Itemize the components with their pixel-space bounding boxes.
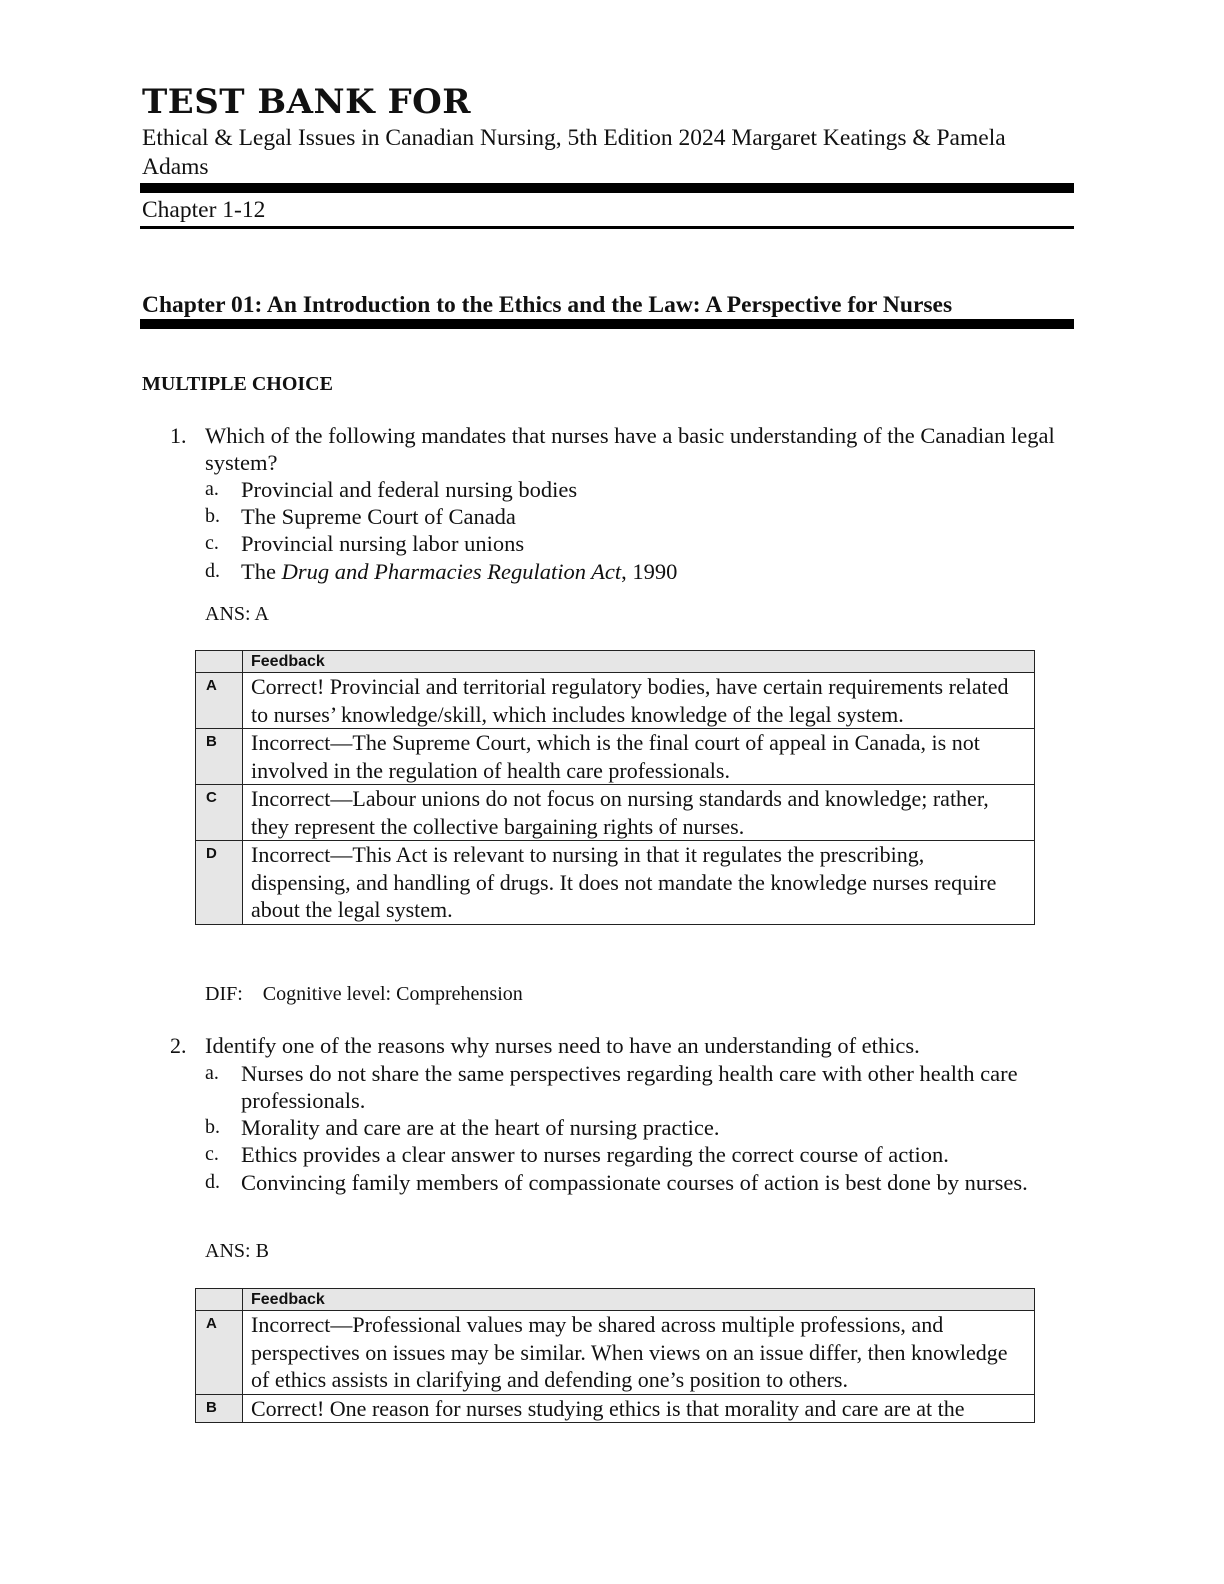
feedback-row (196, 729, 1035, 785)
feedback-row (196, 841, 1035, 925)
feedback-header-row (196, 651, 1035, 673)
option-letter: b. (205, 1116, 220, 1138)
feedback-header-row (196, 1289, 1035, 1311)
feedback-table (195, 1288, 1035, 1423)
difficulty-label: DIF: (205, 983, 243, 1005)
option-text: Convincing family members of compassionate courses of action is best done by nurses. (241, 1170, 1028, 1195)
feedback-key: D (196, 841, 243, 925)
feedback-header-corner (196, 1289, 243, 1311)
option-letter: c. (205, 1143, 219, 1165)
option-text: Nurses do not share the same perspectives regarding health care with other health care professionals. (241, 1061, 1018, 1113)
chapter-title: Chapter 01: An Introduction to the Ethics and the Law: A Perspective for Nurses (142, 292, 953, 318)
feedback-header: Feedback (243, 1289, 1035, 1311)
question-number: 2. (170, 1033, 187, 1058)
answer-key: ANS: B (205, 1240, 269, 1262)
option-text: Morality and care are at the heart of nursing practice. (241, 1115, 720, 1140)
option-text-start: The (241, 559, 282, 584)
option-text-end: , 1990 (621, 559, 678, 584)
header-divider-thick (140, 183, 1074, 193)
feedback-row (196, 1311, 1035, 1395)
answer-key: ANS: A (205, 603, 269, 625)
option-letter: d. (205, 1171, 220, 1193)
feedback-text: Incorrect—This Act is relevant to nursing in that it regulates the prescribing, dispensing, and handling of drugs. It does not mandate the knowledge nurses require about the legal system. (243, 841, 1035, 925)
section-heading: MULTIPLE CHOICE (142, 373, 333, 395)
option-text (241, 558, 1031, 585)
feedback-key: B (196, 729, 243, 785)
banner-title: TEST BANK FOR (142, 82, 472, 122)
feedback-header: Feedback (243, 651, 1035, 673)
feedback-header-corner (196, 651, 243, 673)
option-text: Provincial and federal nursing bodies (241, 477, 578, 502)
option-letter: c. (205, 532, 219, 554)
feedback-key: A (196, 673, 243, 729)
feedback-key: B (196, 1394, 243, 1423)
option-letter: a. (205, 478, 219, 500)
difficulty (205, 981, 523, 1007)
act-title: Drug and Pharmacies Regulation Act (281, 559, 622, 584)
feedback-key: C (196, 785, 243, 841)
chapter-divider (140, 319, 1074, 329)
option-letter: d. (205, 560, 220, 582)
book-subtitle: Ethical & Legal Issues in Canadian Nursing, 5th Edition 2024 Margaret Keatings & Pamela Adams (142, 125, 1006, 180)
feedback-text: Incorrect—The Supreme Court, which is the final court of appeal in Canada, is not involved in the regulation of health care professionals. (243, 729, 1035, 785)
option-text: Ethics provides a clear answer to nurses regarding the correct course of action. (241, 1142, 949, 1167)
question-text: Which of the following mandates that nurses have a basic understanding of the Canadian legal system? (205, 423, 1055, 475)
option-text: Provincial nursing labor unions (241, 531, 525, 556)
option-letter: b. (205, 505, 220, 527)
feedback-key: A (196, 1311, 243, 1395)
feedback-text: Correct! One reason for nurses studying ethics is that morality and care are at the (243, 1394, 1035, 1423)
feedback-row (196, 673, 1035, 729)
feedback-row (196, 785, 1035, 841)
header-divider-thin (140, 226, 1074, 229)
question-text: Identify one of the reasons why nurses need to have an understanding of ethics. (205, 1033, 920, 1058)
feedback-text: Incorrect—Professional values may be shared across multiple professions, and perspectives on issues may be similar. When views on an issue differ, then knowledge of ethics assists in clarifying and defending one’s position to others. (243, 1311, 1035, 1395)
option-text: The Supreme Court of Canada (241, 504, 516, 529)
option-letter: a. (205, 1062, 219, 1084)
feedback-table (195, 650, 1035, 925)
difficulty-value: Cognitive level: Comprehension (262, 983, 523, 1005)
question-number: 1. (170, 423, 187, 448)
feedback-row (196, 1394, 1035, 1423)
feedback-text: Incorrect—Labour unions do not focus on nursing standards and knowledge; rather, they represent the collective bargaining rights of nurses. (243, 785, 1035, 841)
chapter-range: Chapter 1-12 (142, 197, 266, 223)
feedback-text: Correct! Provincial and territorial regulatory bodies, have certain requirements related to nurses’ knowledge/skill, which includes knowledge of the legal system. (243, 673, 1035, 729)
